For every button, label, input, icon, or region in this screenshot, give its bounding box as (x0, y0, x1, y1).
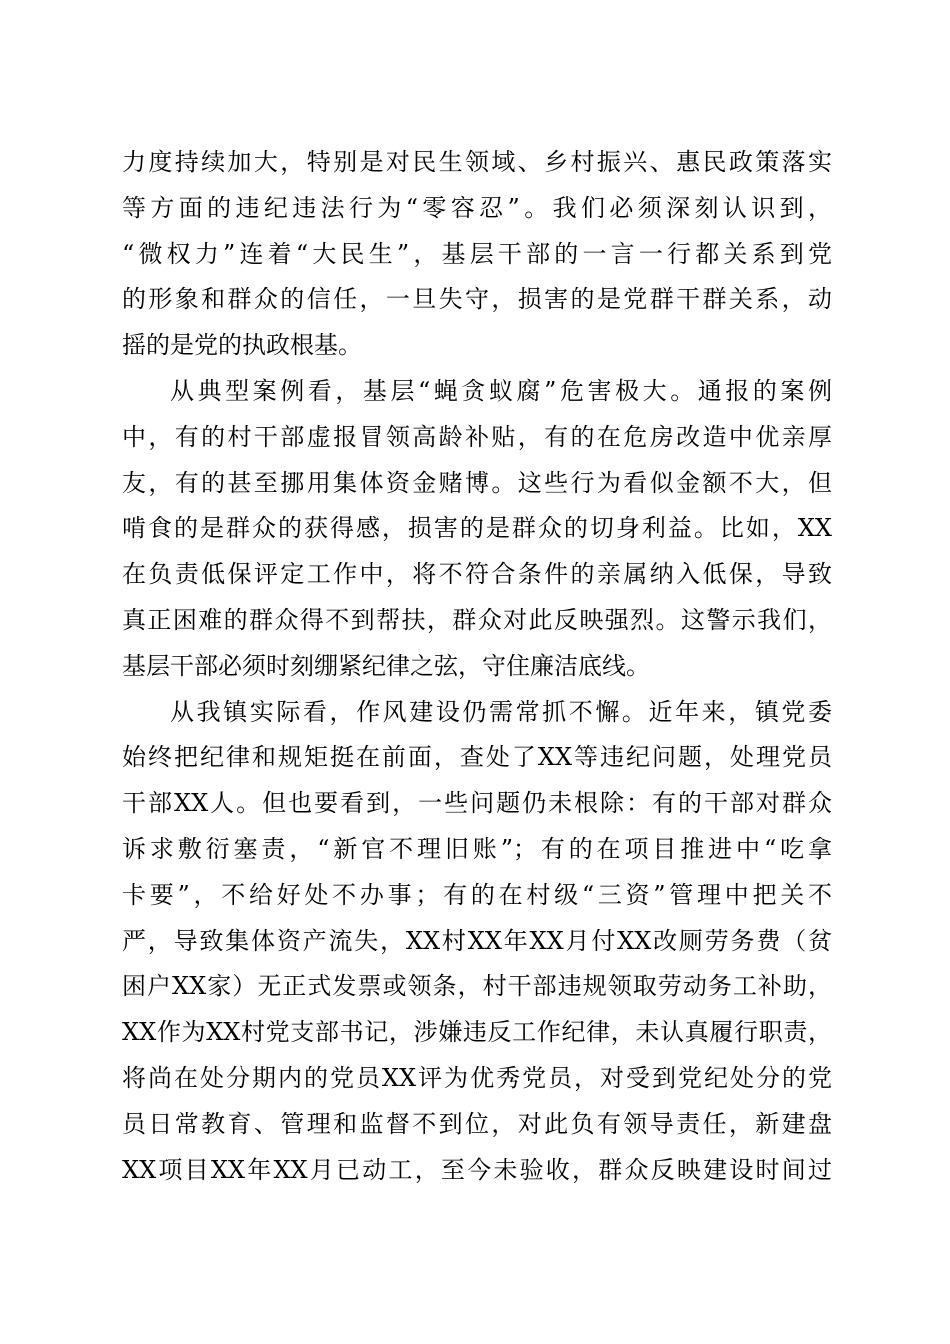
text-line: 困户XX家）无正式发票或领条，村干部违规领取劳动务工补助， (122, 972, 832, 1001)
text-line: 将尚在处分期内的党员XX评为优秀党员，对受到党纪处分的党 (122, 1063, 832, 1092)
document-body (122, 140, 832, 1193)
text-line: 摇的是党的执政根基。 (122, 331, 362, 360)
text-line: 员日常教育、管理和监督不到位，对此负有领导责任，新建盘 (122, 1109, 832, 1138)
text-line: XX项目XX年XX月已动工，至今未验收，群众反映建设时间过 (122, 1155, 832, 1184)
text-line: 在负责低保评定工作中，将不符合条件的亲属纳入低保，导致 (122, 560, 832, 589)
text-line: 卡要”，不给好处不办事；有的在村级“三资”管理中把关不 (122, 880, 832, 909)
text-line: XX作为XX村党支部书记，涉嫌违反工作纪律，未认真履行职责， (122, 1018, 832, 1047)
text-line: 从我镇实际看，作风建设仍需常抓不懈。近年来，镇党委 (170, 697, 832, 726)
text-line: 友，有的甚至挪用集体资金赌博。这些行为看似金额不大，但 (122, 468, 832, 497)
text-line: 真正困难的群众得不到帮扶，群众对此反映强烈。这警示我们， (122, 605, 832, 634)
text-line: 从典型案例看，基层“蝇贪蚁腐”危害极大。通报的案例 (170, 376, 832, 405)
text-line: 力度持续加大，特别是对民生领域、乡村振兴、惠民政策落实 (122, 148, 832, 176)
text-line: 的形象和群众的信任，一旦失守，损害的是党群干群关系，动 (122, 285, 832, 314)
text-line: 等方面的违纪违法行为“零容忍”。我们必须深刻认识到， (122, 193, 832, 222)
text-line: 诉求敷衍塞责，“新官不理旧账”；有的在项目推进中“吃拿 (122, 834, 832, 863)
text-line: 严，导致集体资产流失，XX村XX年XX月付XX改厕劳务费（贫 (122, 926, 832, 955)
text-line: 基层干部必须时刻绷紧纪律之弦，守住廉洁底线。 (122, 651, 650, 680)
text-line: 中，有的村干部虚报冒领高龄补贴，有的在危房改造中优亲厚 (122, 422, 832, 451)
text-line: 始终把纪律和规矩挺在前面，查处了XX等违纪问题，处理党员 (122, 743, 832, 772)
text-line: 啃食的是群众的获得感，损害的是群众的切身利益。比如，XX (122, 514, 832, 543)
text-line: 干部XX人。但也要看到，一些问题仍未根除：有的干部对群众 (122, 789, 832, 818)
text-line: “微权力”连着“大民生”，基层干部的一言一行都关系到党 (122, 239, 832, 268)
